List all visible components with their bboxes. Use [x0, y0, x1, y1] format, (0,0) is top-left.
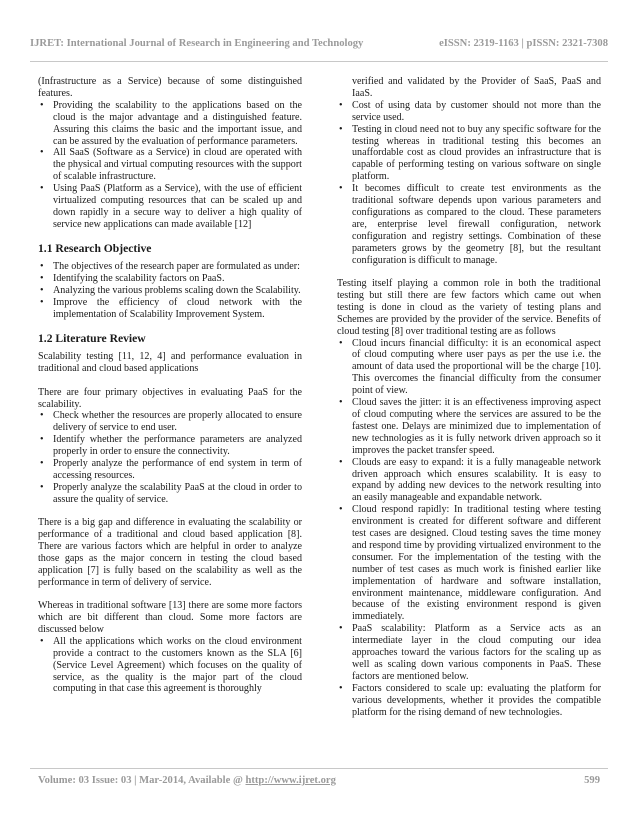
- paragraph: Scalability testing [11, 12, 4] and performance evaluation in traditional and cloud based applications: [38, 351, 302, 375]
- page-number: 599: [584, 775, 600, 786]
- list-item: • Identifying the scalability factors on PaaS.: [38, 273, 302, 285]
- page-header: [30, 38, 608, 49]
- section-heading-literature-review: 1.2 Literature Review: [38, 332, 146, 346]
- list-item: • Factors considered to scale up: evaluating the platform for various developments, whether it provides the compatible platform for the rising demand of new technologies.: [337, 683, 601, 719]
- footer-rule: [30, 768, 608, 769]
- factors-list-start: [38, 636, 302, 696]
- list-item: • Providing the scalability to the applications based on the cloud is the major advantage and a distinguished feature. Assuring this claims the basic and the important issue, and can be assured by the evaluation of performance parameters.: [38, 100, 302, 148]
- list-item: • Cloud saves the jitter: it is an effectiveness improving aspect of cloud computing where the services are assured to be the fastest one. Delays are minimized due to implementation of new technologies as it is fully network driven approach so it improves the packet transfer speed.: [337, 397, 601, 457]
- list-item: • Check whether the resources are properly allocated to ensure delivery of service to end user.: [38, 410, 302, 434]
- list-item: • All the applications which works on the cloud environment provide a contract to the customers known as the SLA [6] (Service Level Agreement) which focuses on the quality of service, as the quality is the major part of the cloud computing in that case this agreement is thoroughly: [38, 636, 302, 696]
- intro-bullet-list: [38, 100, 302, 231]
- list-item: • Improve the efficiency of cloud network with the implementation of Scalability Improvement System.: [38, 297, 302, 321]
- list-item: • Analyzing the various problems scaling down the Scalability.: [38, 285, 302, 297]
- journal-title: IJRET: International Journal of Research in Engineering and Technology: [30, 38, 364, 49]
- header-rule: [30, 61, 608, 62]
- volume-text: Volume: 03 Issue: 03 | Mar-2014, Available @: [38, 775, 246, 786]
- paragraph: There are four primary objectives in evaluating PaaS for the scalability.: [38, 386, 302, 410]
- factors-list: [337, 100, 601, 267]
- list-item: • Cloud respond rapidly: In traditional testing where testing environment is created for different software and different test cases are designed. Cloud testing saves the time money and respond time by providing virtualized environment to the consumer. For the implementation of the testing with the number of test cases as much work is finished earlier like implementation of hardware and software installation, environment maintenance, middleware configuration. And because of the existing environment respond is given immediately.: [337, 504, 601, 623]
- list-item: • All SaaS (Software as a Service) in cloud are operated with the physical and virtual computing resources with the support of scalable infrastructure.: [38, 147, 302, 183]
- list-item: • Cloud incurs financial difficulty: it is an economical aspect of cloud computing where user pays as per the use i.e. the amount of data used the proportional will be the charge [10]. This overcomes the financial difficulty from the consumer point of view.: [337, 338, 601, 398]
- list-item: • Properly analyze the scalability PaaS at the cloud in order to assure the quality of service.: [38, 482, 302, 506]
- list-item-continuation: verified and validated by the Provider of SaaS, PaaS and IaaS.: [352, 76, 601, 99]
- list-item: • It becomes difficult to create test environments as the traditional software depends upon various parameters and configurations as compared to the cloud. These parameters are, enterprise level firewall configuration, network configuration and registry settings. Combination of these parameters grows by the geometry [8], but the resultant configuration is difficult to manage.: [337, 183, 601, 266]
- evaluation-objectives-list: [38, 410, 302, 505]
- list-item: • PaaS scalability: Platform as a Service acts as an intermediate layer in the cloud computing our idea approaches toward the various factors for the scaling up as well as scaling down various components in PaaS. These factors are mentioned below.: [337, 623, 601, 683]
- issn-info: eISSN: 2319-1163 | pISSN: 2321-7308: [439, 38, 608, 49]
- paragraph: There is a big gap and difference in evaluating the scalability or performance of a traditional and cloud based application [8]. There are various factors which are helpful in order to analyze those gaps as the major concern in testing the cloud based application [7] is fully based on the scalability as well as the performance in term of delivery of service.: [38, 517, 302, 588]
- section-heading-research-objective: 1.1 Research Objective: [38, 242, 152, 256]
- volume-info: [38, 775, 336, 786]
- right-column: [337, 76, 601, 719]
- paragraph: Whereas in traditional software [13] there are some more factors which are bit different than cloud. Some more factors are discussed below: [38, 600, 302, 635]
- page-footer: [38, 775, 600, 786]
- list-item: • Clouds are easy to expand: it is a fully manageable network driven approach which ensures scalability. It is easy to expand by adding new devices to the network resulting into an easily manageable and expandable network.: [337, 457, 601, 505]
- paragraph: Testing itself playing a common role in both the traditional testing but still there are few factors which came out when testing is done in cloud as the variety of testing plans and Schemes are provided by the provider of the service. Benefits of cloud testing [8] over traditional testing are as follows: [337, 278, 601, 337]
- list-item: • The objectives of the research paper are formulated as under:: [38, 261, 302, 273]
- journal-link[interactable]: http://www.ijret.org: [245, 775, 336, 786]
- intro-paragraph: (Infrastructure as a Service) because of some distinguished features.: [38, 76, 302, 99]
- list-item: • Identify whether the performance parameters are analyzed properly in order to ensure the connectivity.: [38, 434, 302, 458]
- benefits-list: [337, 338, 601, 719]
- left-column: [38, 76, 302, 695]
- list-item: • Testing in cloud need not to buy any specific software for the testing whereas in traditional testing this becomes an unaffordable cost as cloud provides an infrastructure that is capable of performing testing on various software on single platform.: [337, 124, 601, 184]
- list-item: • Properly analyze the performance of end system in term of accessing resources.: [38, 458, 302, 482]
- objective-bullet-list: [38, 261, 302, 321]
- list-item: • Cost of using data by customer should not more than the service used.: [337, 100, 601, 124]
- list-item: • Using PaaS (Platform as a Service), with the use of efficient virtualized computing resources that can be scaled up and down rapidly in a secure way to deliver a high quality of service new applications can made available [12]: [38, 183, 302, 231]
